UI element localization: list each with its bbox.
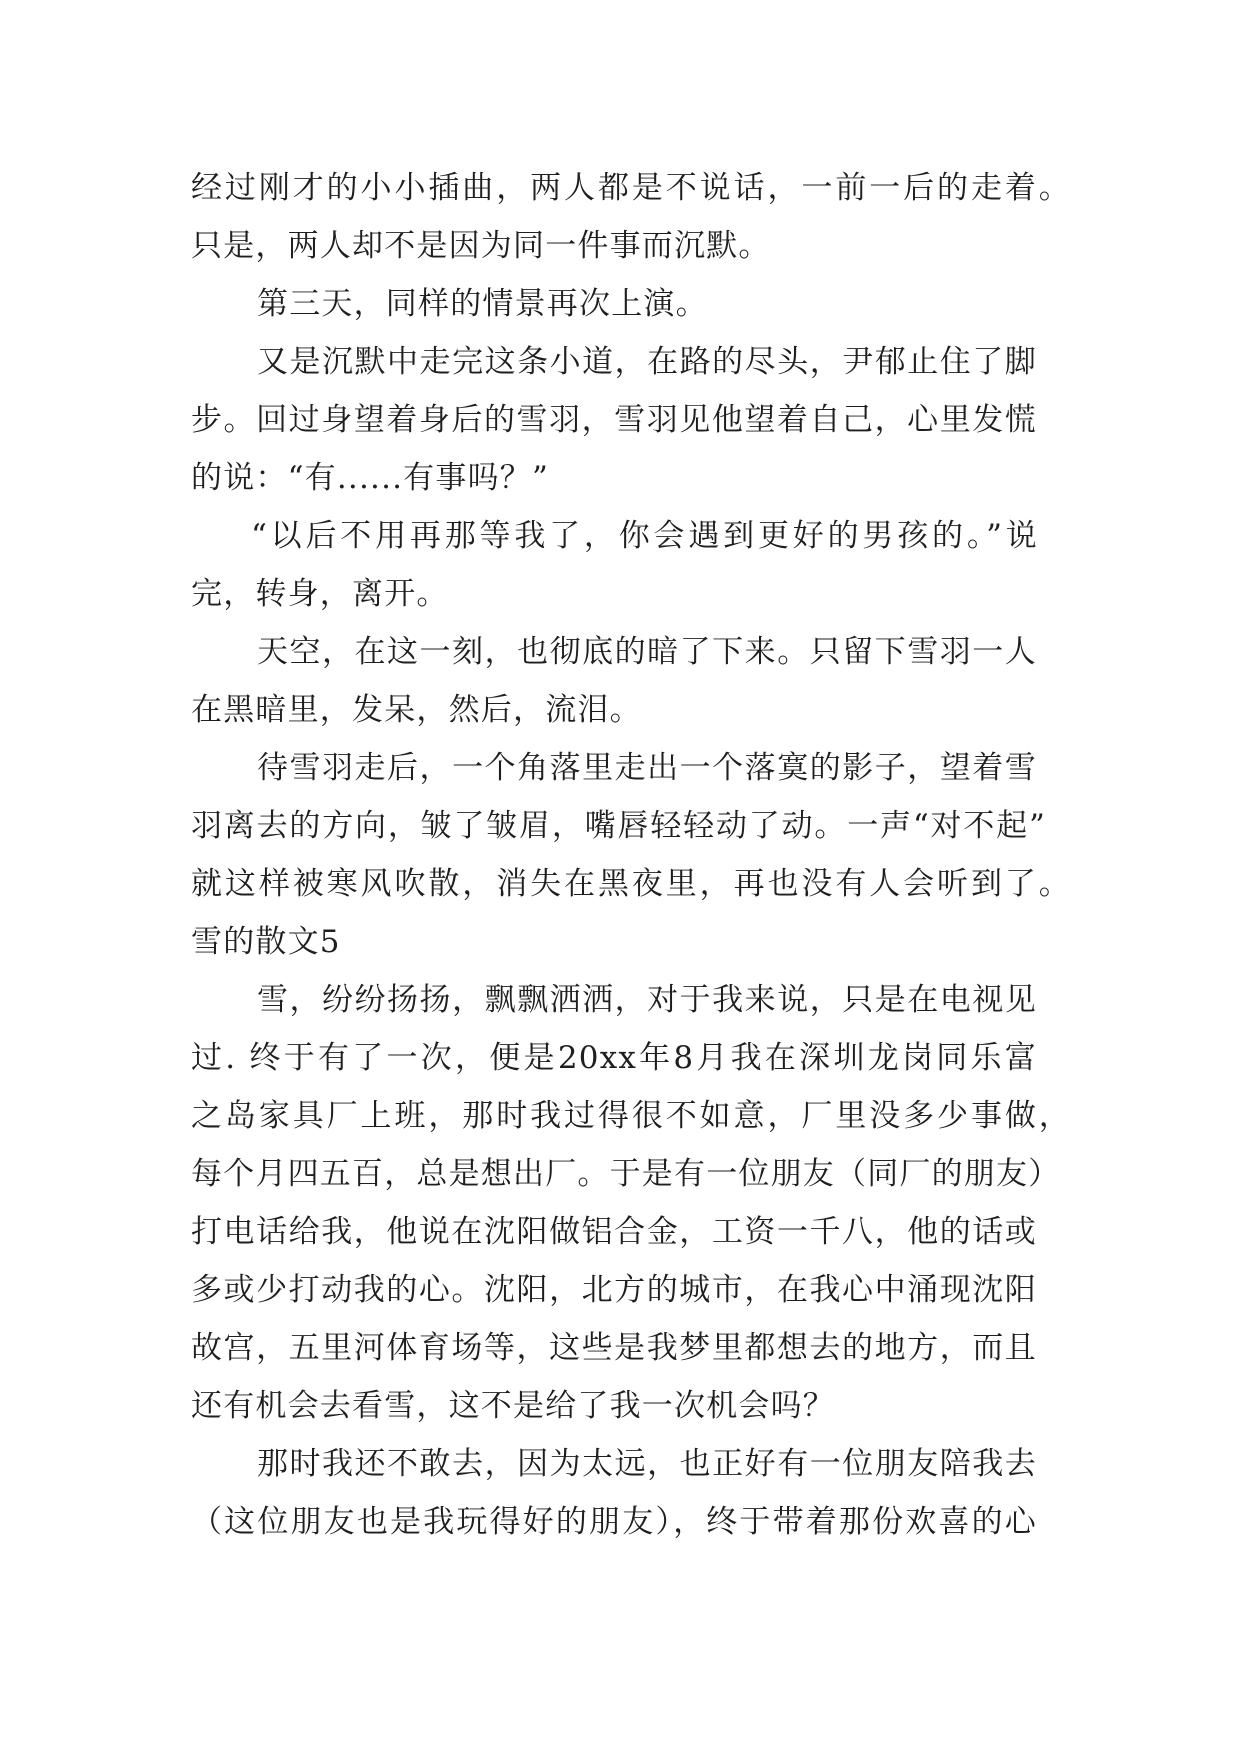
text-line: 在黑暗里，发呆，然后，流泪。 [191, 692, 642, 728]
text-line: 多或少打动我的心。沈阳，北方的城市，在我心中涌现沈阳 [191, 1272, 1037, 1308]
text-line: 又是沉默中走完这条小道，在路的尽头，尹郁止住了脚 [257, 344, 1037, 380]
text-line: 那时我还不敢去，因为太远，也正好有一位朋友陪我去 [257, 1446, 1037, 1482]
text-line: 故宫，五里河体育场等，这些是我梦里都想去的地方，而且 [191, 1330, 1037, 1366]
text-line: （这位朋友也是我玩得好的朋友），终于带着那份欢喜的心 [191, 1504, 1037, 1540]
text-line: 完，转身，离开。 [191, 576, 449, 612]
text-line: “以后不用再那等我了，你会遇到更好的男孩的。”说 [251, 518, 1038, 554]
section-heading: 雪的散文5 [191, 924, 341, 960]
text-line: 羽离去的方向，皱了皱眉，嘴唇轻轻动了动。一声“对不起” [191, 808, 1046, 844]
text-line: 天空，在这一刻，也彻底的暗了下来。只留下雪羽一人 [257, 634, 1037, 670]
text-line: 过. 终于有了一次，便是20xx年8月我在深圳龙岗同乐富 [191, 1040, 1037, 1076]
text-line: 打电话给我，他说在沈阳做铝合金，工资一千八，他的话或 [191, 1214, 1037, 1250]
text-line: 之岛家具厂上班，那时我过得很不如意，厂里没多少事做， [191, 1098, 1071, 1134]
text-line: 雪，纷纷扬扬，飘飘洒洒，对于我来说，只是在电视见 [257, 982, 1037, 1018]
text-line: 每个月四五百，总是想出厂。于是有一位朋友（同厂的朋友） [191, 1156, 1061, 1192]
text-line: 步。回过身望着身后的雪羽，雪羽见他望着自己，心里发慌 [191, 402, 1037, 438]
text-line: 的说：“有......有事吗？” [191, 460, 550, 496]
text-line: 经过刚才的小小插曲，两人都是不说话，一前一后的走着。 [191, 170, 1071, 206]
text-line: 只是，两人却不是因为同一件事而沉默。 [191, 228, 771, 264]
text-line: 就这样被寒风吹散，消失在黑夜里，再也没有人会听到了。 [191, 866, 1071, 902]
text-line: 还有机会去看雪，这不是给了我一次机会吗？ [191, 1388, 835, 1424]
text-line: 第三天，同样的情景再次上演。 [257, 286, 708, 322]
text-line: 待雪羽走后，一个角落里走出一个落寞的影子，望着雪 [257, 750, 1037, 786]
